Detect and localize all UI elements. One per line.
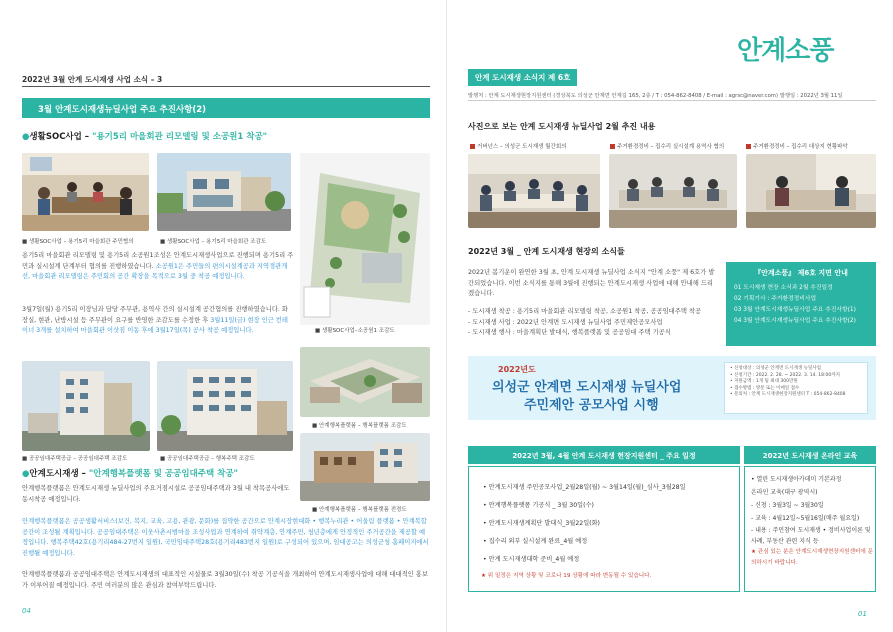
caption-platform-view: ■ 안계행복플랫폼 – 행복플랫폼 전경도 [312, 507, 407, 513]
schedule-item: • 안계행복플랫폼 기공식 _ 3월 30일(수) [483, 502, 594, 509]
education-item: - 교육 : 4월12일~5월16일(매주 월요일) [751, 515, 860, 522]
page-number-right: 01 [858, 610, 867, 618]
section-title-news: 2022년 3월 _ 안계 도시재생 현장의 소식들 [468, 247, 625, 256]
schedule-item: • 집수리 외부 실시설계 완료_4월 예정 [483, 538, 588, 545]
photo-governance [468, 154, 600, 228]
education-item: - 내용 : 주민참여 도시재생 • 정비사업이론 및 사례, 부동산 관련 지식 등 [751, 527, 871, 545]
education-item: - 신청 : 3월3일 ~ 3월30일 [751, 502, 824, 509]
schedule-item: • 안계 도시재생대학 준비_4월 예정 [483, 556, 580, 563]
toc-item: 01 도시재생 현장 소식과 2월 추진일정 [734, 285, 833, 291]
poster-title-line1: 의성군 안계면 도시재생 뉴딜사업 [492, 380, 682, 395]
page-number-left: 04 [22, 607, 31, 615]
toc-title: 『안계소풍』 제6호 지면 안내 [754, 269, 848, 277]
schedule-note: ★ 위 일정은 지역 상황 및 코로나 19 상황에 따라 변동될 수 있습니다. [481, 573, 652, 579]
education-item: 온라인 교육(대구 광역시) [751, 489, 818, 496]
news-bullet: - 도시재생 착공 : 용기5리 마을회관 리모델링 착공, 소공원1 착공, 공공임대주택 착공 [468, 308, 702, 315]
bullet-dot-icon: ● [22, 469, 30, 479]
paragraph-platform-intro: 안계행복플랫폼은 안계도시재생 뉴딜사업의 주요거점시설로 공공임대주택과 3월 내 착목공사에도 동시착공 예정입니다. [22, 485, 290, 503]
photo-happy-housing [157, 361, 293, 451]
toc-item: 04 3월 안계도시재생뉴딜사업 주요 추진사항(2) [734, 318, 856, 324]
toc-item: 02 기획기사 : 주거환경정비사업 [734, 296, 817, 302]
education-header: 2022년 도시재생 온라인 교육 [744, 446, 876, 464]
photo-repair-survey [746, 154, 876, 228]
caption-governance: 거버넌스 – 의성군 도시재생 월간회의 [470, 142, 566, 150]
right-page [446, 0, 893, 632]
bullet-dot-icon: ● [22, 132, 30, 142]
section-title-soc: ●생활SOC사업 – "용기5리 마을회관 리모델링 및 소공원1 착공" [22, 132, 268, 142]
schedule-item: • 안계도시재생계획단 발대식_3월22일(화) [483, 520, 600, 527]
paragraph-platform-detail: 안계행복플랫폼은 공공생활서비스(보건, 복지, 교육, 고용, 관광, 문화)를 집약한 공간으로 안계시장현대화 • 행복누리관 • 어울림 플랫폼 • 안계복합공간이 조성될 계획입니다. 공공임대주택은 이웃사촌시범마을 조성사업과 연계하여 취약계층, 안계주민, 청년층에게 안정적인 주거공간을 제공할 예정입니다. 행복주택42호(용기리484-27번지 일원), 국민임대주택28호(용기리483번지 일원)로 구성되어 있으며, 임대공고는 의성군청 홈페이지에서 진행될 예정입니다. [22, 518, 429, 557]
paragraph-hall: 용기5리 마을회관 리모델링 및 용기5리 소공원1조성은 안계도시재생사업으로 진행되며 용기5리 주민과 실시설계 단계부터 협의를 진행하였습니다. 소공원1은 주민들의 편의시설계공과 지역경관개선, 마을회관 리모델링은 주민회의 공간 확장을 목적으로 3월 중 착공 예정입니다. [22, 252, 294, 280]
schedule-item: • 안계도시재생 주민공모사업_2월28일(월) ~ 3월14일(월)_심사_3월28일 [483, 484, 686, 491]
caption-resident-meeting: ■ 생활SOC사업 – 용기5리 마을회관 주민협의 [22, 239, 134, 245]
bullet-square-icon [746, 144, 751, 149]
section-title-platform: ●안계도시재생 – "안계행복플랫폼 및 공공임대주택 착공" [22, 469, 238, 479]
poster-details: • 신청대상 : 의성군 안계면 도시재생 뉴딜사업 • 신청기간 : 2022. 2. 28. ~ 2022. 3. 14. 18:00까지 • 지원금액 : 1개 팀 최대 300만원 • 접수방법 : 방문 또는 이메일 접수 • 문의처 : 안계 도시재생현장지원센터 T : 054-862-8408 [724, 362, 868, 414]
section-title-photos: 사진으로 보는 안계 도시재생 뉴딜사업 2월 추진 내용 [468, 122, 656, 131]
caption-repair-consult: 주거환경정비 – 집수리 실시설계 용역사 협의 [610, 142, 724, 150]
education-box [744, 466, 876, 592]
photo-repair-consult [609, 154, 737, 228]
poster-title-line2: 주민제안 공모사업 시행 [524, 398, 659, 413]
table-of-contents [726, 262, 876, 346]
issue-tag: 안계 도시재생 소식지 제 6호 [468, 69, 577, 86]
photo-platform-rendering [300, 347, 430, 417]
education-note: ★ 관심 있는 분은 안계도시재생현장지원센터에 문의하시기 바랍니다. [751, 549, 873, 566]
photo-resident-meeting [22, 153, 149, 231]
bullet-square-icon [470, 144, 475, 149]
news-bullet: - 도시재생 행사 : 마을계획단 발대식, 행복플랫폼 및 공공임대 주택 기공식 [468, 329, 671, 336]
caption-park-plan: ■ 생활SOC사업–소공원1 조감도 [315, 328, 395, 334]
paragraph-intro: 2022년 봄기운이 완연한 3월 초, 안계 도시재생 뉴딜사업 소식지 "안계 소풍" 제 6호가 발간되었습니다. 이번 소식지를 통해 3월에 진행되는 안계도시재생 사업에 대해 안내해 드리겠습니다. [468, 269, 715, 297]
photo-platform-view [300, 433, 430, 501]
photo-public-housing [22, 361, 150, 451]
caption-hall-rendering: ■ 생활SOC사업 – 용기5리 마을회관 조감도 [160, 239, 267, 245]
education-item: • 열린 도시재생아카데미 기본과정 [751, 476, 842, 483]
left-page [0, 0, 446, 632]
page-header: 2022년 3월 안계 도시재생 사업 소식 – 3 [22, 75, 163, 84]
caption-happy-housing: ■ 공공임대주택공급 – 행복주택 조감도 [160, 456, 255, 462]
newsletter-logo: 안계소풍 [737, 36, 834, 66]
contest-poster [468, 356, 876, 420]
news-bullet: - 도시재생 사업 : 2022년 안계면 도시재생 뉴딜사업 주민제안공모사업 [468, 318, 663, 326]
info-rule [468, 100, 876, 101]
paragraph-ceremony: 안계행복플랫폼과 공공임대주택은 안계도시재생의 대표적인 시설물로 3월30일(수) 착공 기공식을 개최하여 안계도시재생사업에 대해 대대적인 홍보가 이루어질 예정입니다. 주민 여러분의 많은 관심과 참여부탁드립니다. [22, 571, 428, 589]
schedule-box [468, 466, 740, 592]
photo-hall-rendering [157, 153, 291, 231]
poster-year: 2022년도 [498, 365, 536, 374]
paragraph-hall-schedule: 3월7일(월) 용기5리 이장님과 담당 주무관, 용역사 간의 실시설계 공간협의를 진행하였습니다. 화장실, 현관, 난방시설 등 주무관이 요구를 반영한 조감도를 수정한 후 3월11일(금) 현장 인근 컨테이너 3개를 설치하여 마을회관 이삿짐 이동 후에 3월17일(목) 공사 착공 예정입니다. [22, 306, 289, 334]
publisher-info: 발행처 : 안계 도시재생현장지원센터 (경상북도 의성군 안계면 안계길 165, 2층 / T : 054-862-8408 / E-mail : agrsc@naver.com) 발행일 : 2022년 3월 11일 [468, 93, 843, 99]
schedule-header: 2022년 3월, 4월 안계 도시재생 현장지원센터 _ 주요 일정 [468, 446, 740, 464]
news-bullets [468, 307, 723, 339]
photo-park-plan [300, 153, 430, 325]
caption-public-housing: ■ 공공임대주택공급 – 공공임대주택 조감도 [22, 456, 128, 462]
section-banner: 3월 안계도시재생뉴딜사업 주요 추진사항(2) [22, 98, 430, 118]
bullet-square-icon [610, 144, 615, 149]
toc-item: 03 3월 안계도시재생뉴딜사업 주요 추진사항(1) [734, 307, 856, 313]
header-rule [22, 86, 430, 87]
caption-repair-survey: 주거환경정비 – 집수리 대상지 현황파악 [746, 142, 848, 150]
caption-platform-rendering: ■ 안계행복플랫폼 – 행복플랫폼 조감도 [312, 423, 407, 429]
